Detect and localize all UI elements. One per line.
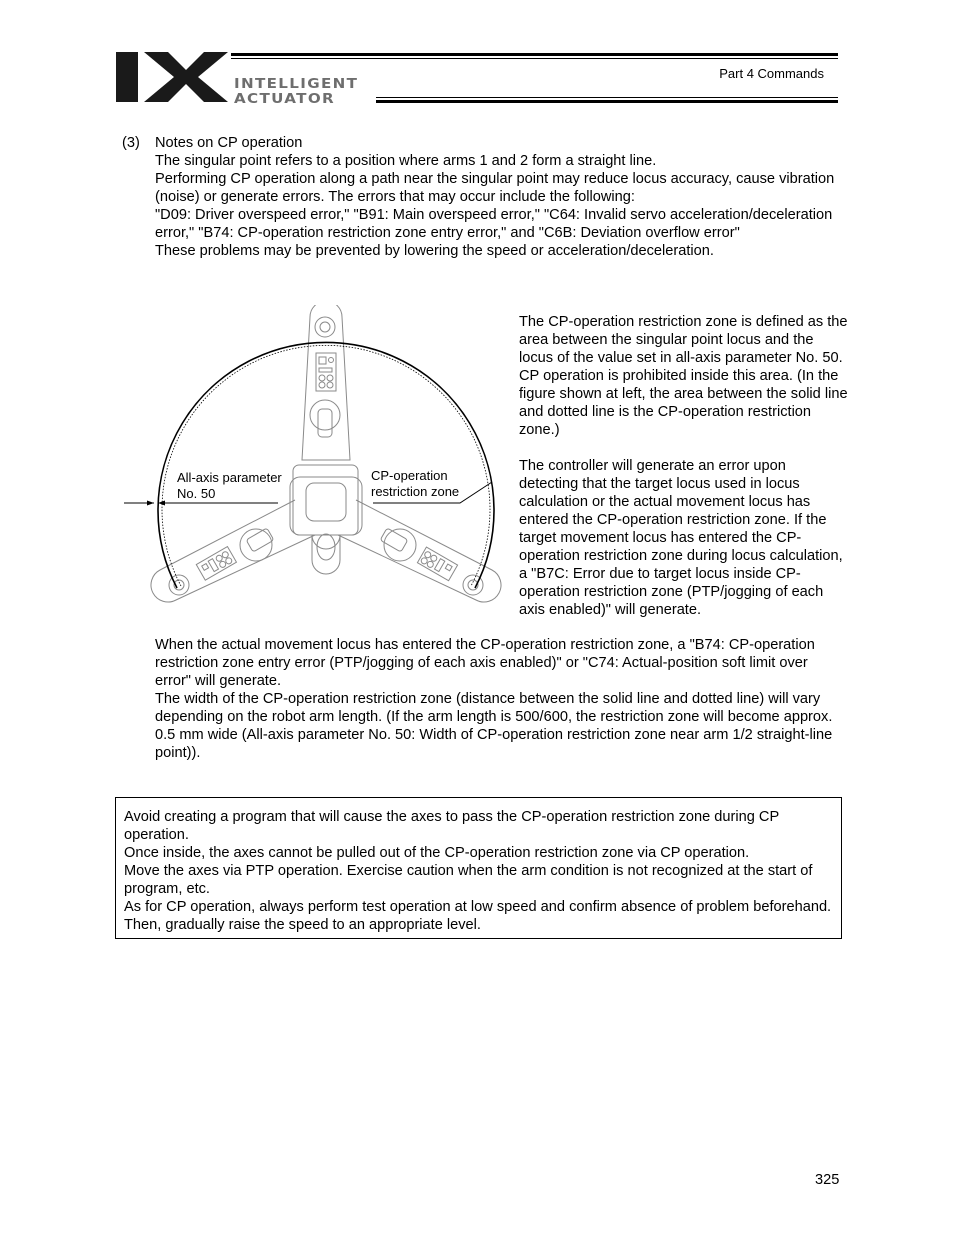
side-explanation — [519, 313, 849, 619]
intro-paragraph: The singular point refers to a position where arms 1 and 2 form a straight line. — [155, 153, 657, 169]
caution-line: As for CP operation, always perform test operation at low speed and confirm absence of problem beforehand. Then, gradually raise the speed to an appropriate level. — [124, 899, 832, 933]
caution-box — [115, 797, 842, 939]
caution-line: Once inside, the axes cannot be pulled out of the CP-operation restriction zone via CP operation. — [124, 845, 750, 861]
section-number: (3) — [122, 135, 140, 151]
scara-restriction-zone-diagram — [120, 305, 505, 610]
caution-line: Move the axes via PTP operation. Exercise caution when the arm condition is not recognized at the start of program, etc. — [124, 863, 813, 897]
intro-text — [155, 134, 845, 260]
robot-arm-top-icon — [302, 305, 350, 460]
section-heading: Notes on CP operation — [155, 135, 303, 151]
section-title: Part 4 Commands — [719, 66, 824, 81]
side-paragraph: The controller will generate an error upon detecting that the target locus used in locus calculation or the actual movement locus has entered the CP-operation restriction zone. If the target movement locus has entered the CP-operation restriction zone during locus calculation, a "B7C: Error due to target locus inside CP-operation restriction zone (PTP/jogging of each axis enabled)" will generate. — [519, 458, 843, 618]
parameter-label-line1: All-axis parameter — [177, 470, 282, 485]
header-rule-top — [231, 53, 838, 56]
intro-paragraph: Performing CP operation along a path near the singular point may reduce locus accuracy, cause vibration (noise) or generate errors. The errors that may occur include the following: — [155, 171, 835, 205]
parameter-label-line2: No. 50 — [177, 486, 216, 501]
lower-explanation — [155, 636, 845, 762]
logo-line-1: INTELLIGENT — [234, 76, 359, 92]
zone-label-line1: CP-operation — [371, 468, 448, 483]
lower-paragraph: When the actual movement locus has entered the CP-operation restriction zone, a "B74: CP-operation restriction zone entry error (PTP/jogging of each axis enabled)" or "C74: Actual-position soft limit over error" will generate. — [155, 637, 815, 689]
header-rule-bottom-thin — [376, 97, 838, 98]
intelligent-actuator-wordmark — [234, 78, 358, 105]
header-rule-bottom — [376, 100, 838, 103]
logo-line-2: ACTUATOR — [234, 91, 336, 107]
ix-logo-mark — [116, 52, 228, 102]
side-paragraph: The CP-operation restriction zone is defined as the area between the singular point locus and the locus of the value set in all-axis parameter No. 50. CP operation is prohibited inside this area. (In the figure shown at left, the area between the solid line and dotted line is the CP-operation restriction zone.) — [519, 314, 848, 438]
header-rule-top-thin — [231, 58, 838, 59]
intro-paragraph: These problems may be prevented by lowering the speed or acceleration/deceleration. — [155, 243, 714, 259]
page-number: 325 — [815, 1172, 840, 1188]
caution-line: Avoid creating a program that will cause the axes to pass the CP-operation restriction zone during CP operation. — [124, 809, 779, 843]
restriction-locus-dotted — [162, 345, 490, 586]
zone-label-line2: restriction zone — [371, 484, 460, 499]
lower-paragraph: The width of the CP-operation restriction zone (distance between the solid line and dotted line) will vary depending on the robot arm length. (If the arm length is 500/600, the restriction zone will become approx. 0.5 mm wide (All-axis parameter No. 50: Width of CP-operation restriction zone near arm 1/2 straight-line point)). — [155, 691, 833, 761]
error-list-paragraph: "D09: Driver overspeed error," "B91: Main overspeed error," "C64: Invalid servo acceleration/deceleration error," "B74: CP-operation restriction zone entry error," and "C6B: Deviation overflow error" — [155, 207, 833, 241]
robot-base-icon — [290, 465, 362, 574]
